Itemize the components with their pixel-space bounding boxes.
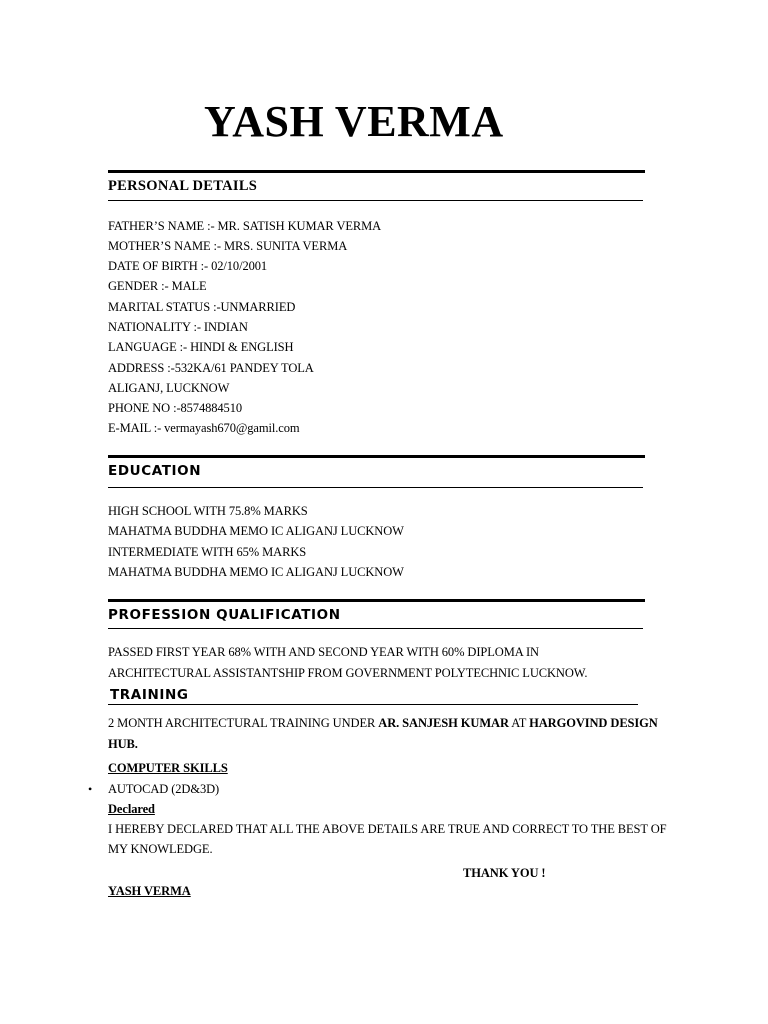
section-divider-thin [108,628,643,629]
declaration-line: MY KNOWLEDGE. [108,842,213,856]
declaration-line: I HEREBY DECLARED THAT ALL THE ABOVE DETAILS ARE TRUE AND CORRECT TO THE BEST OF [108,822,667,836]
declaration-heading: Declared [108,802,155,816]
personal-detail-line: GENDER :- MALE [108,279,207,293]
personal-detail-line: NATIONALITY :- INDIAN [108,320,248,334]
training-firm-continued: HUB. [108,737,138,751]
skill-item: AUTOCAD (2D&3D) [108,782,220,796]
section-divider-thin [108,487,643,488]
section-divider-thin [108,704,638,705]
personal-detail-line: FATHER’S NAME :- MR. SATISH KUMAR VERMA [108,219,382,233]
personal-detail-line: PHONE NO :-8574884510 [108,401,243,415]
education-line: HIGH SCHOOL WITH 75.8% MARKS [108,504,308,518]
section-divider-thick [108,170,645,173]
section-divider-thick [108,599,645,602]
personal-detail-line: E-MAIL :- vermayash670@gamil.com [108,421,300,435]
training-text: 2 MONTH ARCHITECTURAL TRAINING UNDER [108,716,379,730]
candidate-name: YASH VERMA [204,97,504,146]
personal-detail-line: MARITAL STATUS :-UNMARRIED [108,300,296,314]
personal-detail-line: MOTHER’S NAME :- MRS. SUNITA VERMA [108,239,348,253]
training-line [108,716,658,731]
training-text-at: AT [508,716,530,730]
education-heading: EDUCATION [108,463,202,479]
section-divider-thick [108,455,645,458]
personal-detail-line: ADDRESS :-532KA/61 PANDEY TOLA [108,361,314,375]
education-line: MAHATMA BUDDHA MEMO IC ALIGANJ LUCKNOW [108,565,404,579]
education-line: MAHATMA BUDDHA MEMO IC ALIGANJ LUCKNOW [108,524,404,538]
signature-name: YASH VERMA [108,884,191,898]
training-heading: TRAINING [110,687,189,703]
section-divider-thin [108,200,643,201]
trainer-name: AR. SANJESH KUMAR [378,716,509,730]
personal-detail-line: DATE OF BIRTH :- 02/10/2001 [108,259,268,273]
training-firm: HARGOVIND DESIGN [529,716,658,730]
bullet-icon: • [88,782,93,796]
thank-you-text: THANK YOU ! [463,866,546,880]
computer-skills-heading: COMPUTER SKILLS [108,761,228,775]
education-line: INTERMEDIATE WITH 65% MARKS [108,545,307,559]
profession-qualification-heading: PROFESSION QUALIFICATION [108,607,341,623]
personal-detail-line: LANGUAGE :- HINDI & ENGLISH [108,340,294,354]
profession-line: PASSED FIRST YEAR 68% WITH AND SECOND YEAR WITH 60% DIPLOMA IN [108,645,539,659]
profession-line: ARCHITECTURAL ASSISTANTSHIP FROM GOVERNMENT POLYTECHNIC LUCKNOW. [108,666,588,680]
personal-details-heading: PERSONAL DETAILS [108,178,258,194]
personal-detail-line: ALIGANJ, LUCKNOW [108,381,230,395]
